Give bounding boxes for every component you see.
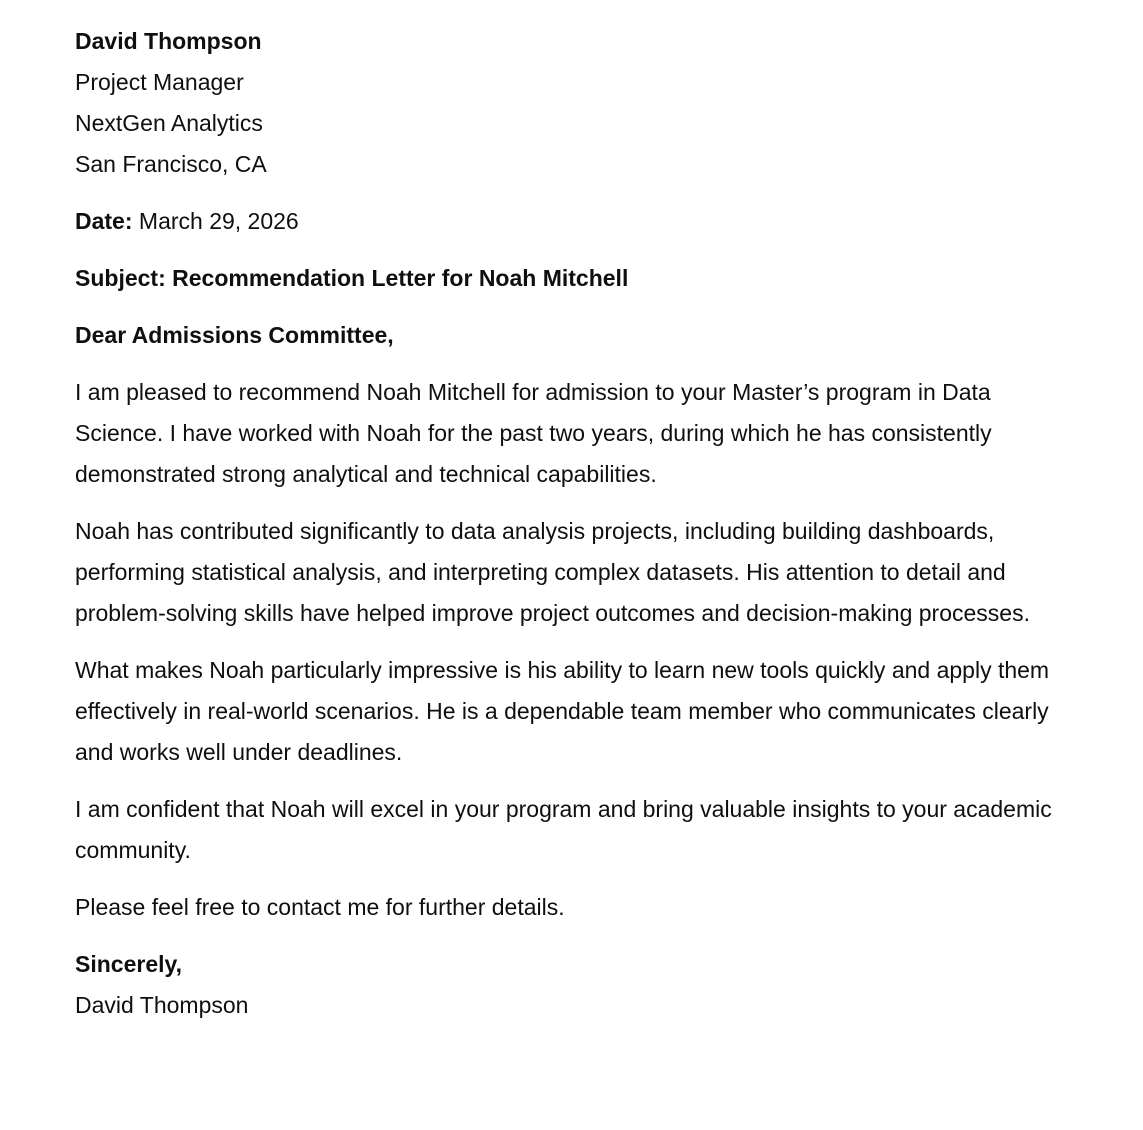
date-line bbox=[75, 201, 1085, 242]
paragraph-3: What makes Noah particularly impressive is his ability to learn new tools quickly and apply them effectively in real-world scenarios. He is a dependable team member who communicates clearly and works well under deadlines. bbox=[75, 657, 1050, 765]
sender-location: San Francisco, CA bbox=[75, 151, 267, 177]
closing-block bbox=[75, 944, 1085, 1026]
paragraph-2: Noah has contributed significantly to data analysis projects, including building dashboards, performing statistical analysis, and interpreting complex datasets. His attention to detail and problem-solving skills have helped improve project outcomes and decision-making processes. bbox=[75, 518, 1030, 626]
closing-salutation: Sincerely, bbox=[75, 951, 182, 977]
paragraph-4: I am confident that Noah will excel in your program and bring valuable insights to your academic community. bbox=[75, 796, 1052, 863]
sender-company: NextGen Analytics bbox=[75, 110, 263, 136]
greeting-line: Dear Admissions Committee, bbox=[75, 322, 394, 348]
paragraph-5: Please feel free to contact me for further details. bbox=[75, 894, 565, 920]
paragraph-1: I am pleased to recommend Noah Mitchell for admission to your Master’s program in Data Science. I have worked with Noah for the past two years, during which he has consistently demonstrated strong analytical and technical capabilities. bbox=[75, 379, 992, 487]
subject-line: Subject: Recommendation Letter for Noah Mitchell bbox=[75, 265, 629, 291]
sender-title: Project Manager bbox=[75, 69, 244, 95]
closing-signature: David Thompson bbox=[75, 992, 249, 1018]
sender-name: David Thompson bbox=[75, 28, 262, 54]
date-label: Date: bbox=[75, 208, 133, 234]
sender-block bbox=[75, 21, 1085, 185]
date-value: March 29, 2026 bbox=[132, 208, 299, 234]
